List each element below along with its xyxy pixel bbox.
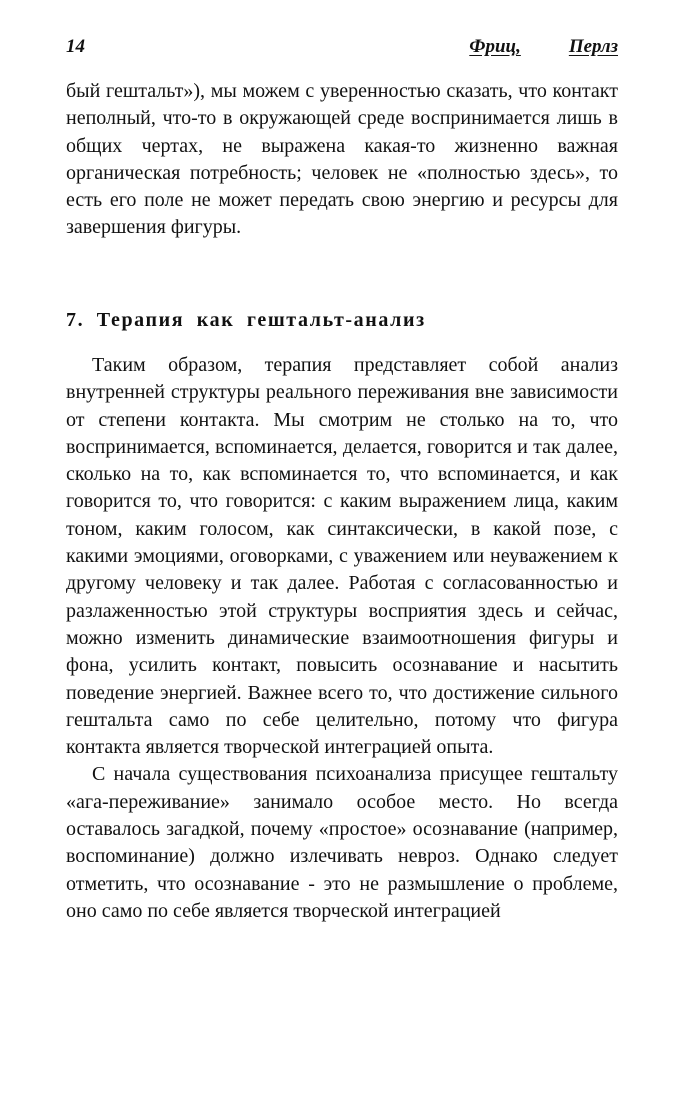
running-head — [469, 36, 618, 58]
page-number: 14 — [66, 36, 85, 57]
body-paragraph-1: Таким образом, терапия представляет собой анализ внутренней структуры реального переживания вне зависимости от степени контакта. Мы смотрим не столько на то, что воспринимается, вспоминается, делается, говорится и так далее, сколько на то, как вспоминается то, что вспоминается, и как говорится то, что говорится: с каким выражением лица, каким тоном, каким голосом, как синтаксически, в какой позе, с какими эмоциями, оговорками, с уважением или неуважением к другому человеку и так далее. Работая с согласованностью и разлаженностью этой структуры восприятия здесь и сейчас, можно изменить динамические взаимоотношения фигуры и фона, усилить контакт, повысить осознавание и насытить поведение энергией. Важнее всего то, что достижение сильного гештальта само по себе целительно, потому что фигура контакта является творческой интеграцией опыта. — [66, 354, 618, 759]
running-head-author-last: Перлз — [568, 36, 618, 57]
body-text-block — [66, 352, 618, 925]
intro-paragraph: бый гештальт»), мы можем с уверенностью сказать, что контакт неполный, что-то в окружающей среде воспринимается лишь в общих чертах, не выражена какая-то жизненно важная органическая потребность; человек не «полностью здесь», то есть его поле не может передать свою энергию и ресурсы для завершения фигуры. — [66, 80, 618, 239]
section-heading: 7. Терапия как гештальт-анализ — [66, 309, 426, 331]
page-header — [66, 36, 618, 66]
body-paragraph-2: С начала существования психоанализа присущее гештальту «ага-переживание» занимало особое место. Но всегда оставалось загадкой, почему «простое» осознавание (например, воспоминание) должно излечивать невроз. Однако следует отметить, что осознавание - это не размышление о проблеме, оно само по себе является творческой интеграцией — [66, 763, 618, 922]
intro-text-block — [66, 78, 618, 242]
running-head-author-first: Фриц, — [469, 36, 521, 57]
